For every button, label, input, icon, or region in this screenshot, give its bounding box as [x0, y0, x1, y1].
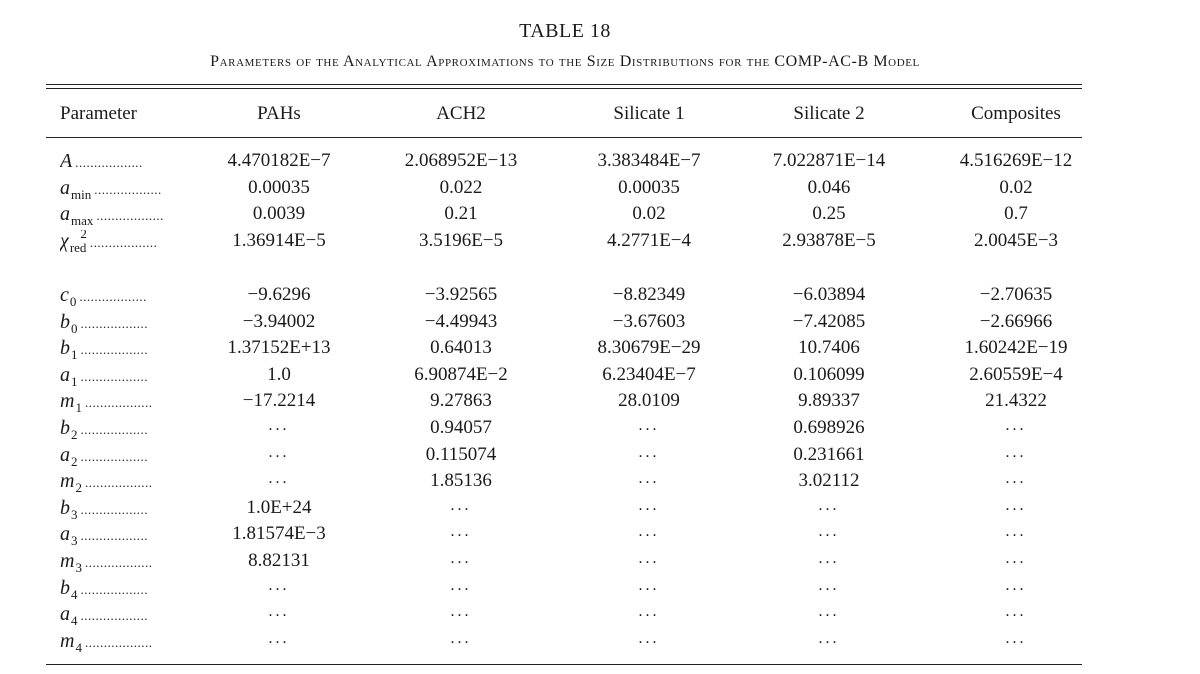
parameter-symbol: b — [60, 337, 70, 360]
parameter-symbol: A — [60, 150, 73, 172]
cell-silicate-2: ... — [818, 603, 840, 621]
parameter-label — [60, 497, 210, 520]
cell-composites: −2.70635 — [979, 284, 1053, 305]
leader-dots: .................. — [80, 528, 148, 544]
cell-composites: ... — [1005, 443, 1027, 461]
cell-composites: ... — [1005, 550, 1027, 567]
cell-silicate-1: 4.2771E−4 — [606, 230, 692, 252]
parameter-subscript: 1 — [71, 373, 78, 387]
header-row — [46, 103, 1082, 129]
cell-pahs: −17.2214 — [242, 390, 316, 412]
cell-pahs: 1.37152E+13 — [227, 337, 331, 359]
table-row — [46, 203, 1082, 229]
cell-composites: ... — [1005, 576, 1027, 594]
cell-silicate-2: ... — [818, 496, 840, 514]
parameter-symbol: b — [60, 417, 70, 439]
cell-pahs: 1.0 — [267, 363, 291, 385]
cell-composites: ... — [1005, 417, 1027, 434]
cell-ach2: 0.64013 — [430, 337, 492, 359]
header-rule — [46, 137, 1082, 138]
table-row — [46, 311, 1082, 337]
cell-pahs: ... — [268, 603, 290, 621]
cell-pahs: ... — [268, 576, 290, 594]
parameter-label — [60, 150, 210, 173]
parameter-superscript: 2 — [80, 230, 87, 242]
parameter-symbol: χ — [60, 230, 69, 253]
parameter-symbol: m — [60, 390, 75, 413]
cell-ach2: 6.90874E−2 — [414, 363, 508, 385]
parameter-symbol: a — [60, 523, 70, 546]
cell-composites: 0.7 — [1004, 203, 1028, 225]
table-row — [46, 177, 1082, 203]
top-rule-double — [46, 88, 1082, 89]
parameter-label — [60, 284, 210, 307]
parameter-symbol: a — [60, 603, 70, 626]
cell-silicate-1: ... — [638, 470, 660, 488]
leader-dots: .................. — [94, 181, 162, 197]
parameter-label — [60, 603, 210, 626]
cell-silicate-1: ... — [638, 629, 660, 647]
cell-pahs: 1.81574E−3 — [232, 523, 326, 545]
cell-ach2: ... — [450, 603, 472, 621]
cell-ach2: 3.5196E−5 — [418, 230, 504, 252]
cell-composites: 2.60559E−4 — [969, 363, 1063, 385]
leader-dots: .................. — [84, 634, 153, 650]
cell-composites: −2.66966 — [979, 310, 1053, 332]
cell-composites: 21.4322 — [985, 390, 1047, 412]
parameter-label — [60, 577, 210, 600]
cell-ach2: 0.94057 — [430, 417, 492, 438]
leader-dots: .................. — [84, 555, 153, 570]
cell-silicate-2: 10.7406 — [798, 337, 860, 359]
leader-dots: .................. — [79, 289, 147, 304]
table-caption: Parameters of the Analytical Approximations to the Size Distributions for the COMP-AC-B Model — [210, 53, 920, 70]
cell-pahs: 0.0039 — [252, 203, 306, 225]
parameter-label — [60, 470, 210, 493]
cell-silicate-1: 0.02 — [632, 203, 666, 225]
leader-dots: .................. — [80, 501, 148, 517]
cell-silicate-2: −7.42085 — [792, 310, 866, 332]
parameter-symbol: m — [60, 550, 75, 572]
cell-ach2: 0.115074 — [425, 443, 497, 465]
parameter-symbol: b — [60, 576, 70, 599]
leader-dots: .................. — [75, 155, 143, 170]
parameter-symbol: a — [60, 176, 70, 199]
header-silicate-2: Silicate 2 — [793, 103, 865, 124]
parameter-symbol: c — [60, 284, 69, 306]
parameter-subscript: 0 — [71, 320, 78, 334]
cell-silicate-1: ... — [638, 550, 660, 567]
parameter-subscript: max — [71, 213, 94, 227]
cell-silicate-2: 0.25 — [812, 203, 846, 225]
cell-silicate-2: ... — [818, 576, 840, 594]
cell-ach2: 9.27863 — [430, 390, 492, 412]
cell-silicate-1: 0.00035 — [618, 176, 680, 198]
parameter-subscript: 3 — [75, 560, 82, 573]
table-row — [46, 603, 1082, 629]
leader-dots: .................. — [80, 422, 148, 437]
cell-silicate-1: ... — [638, 603, 660, 621]
parameter-subscript: 1 — [71, 347, 78, 361]
cell-silicate-1: ... — [638, 496, 660, 514]
cell-silicate-1: ... — [638, 576, 660, 594]
parameter-symbol: a — [60, 443, 70, 466]
parameter-label — [60, 417, 210, 440]
cell-composites: 2.0045E−3 — [973, 230, 1059, 252]
cell-silicate-1: ... — [638, 523, 660, 541]
parameter-label — [60, 550, 210, 573]
table-row — [46, 630, 1082, 656]
table-number: TABLE 18 — [519, 20, 611, 42]
parameter-label — [60, 230, 210, 253]
cell-pahs: 4.470182E−7 — [227, 150, 331, 171]
header-composites: Composites — [971, 103, 1061, 124]
table-row — [46, 390, 1082, 416]
cell-composites: ... — [1005, 523, 1027, 541]
cell-silicate-2: 0.046 — [807, 176, 851, 198]
parameter-label — [60, 364, 210, 387]
header-ach2: ACH2 — [436, 103, 486, 124]
cell-ach2: 2.068952E−13 — [404, 150, 518, 171]
parameter-subscript: min — [71, 186, 92, 200]
cell-silicate-1: ... — [638, 443, 660, 461]
parameter-symbol: m — [60, 470, 75, 493]
parameter-subscript: red — [69, 240, 87, 254]
cell-composites: ... — [1005, 470, 1027, 488]
cell-ach2: ... — [450, 523, 472, 541]
top-rule — [46, 84, 1082, 85]
parameter-subscript: 2 — [75, 480, 82, 494]
parameter-subscript: 4 — [75, 639, 82, 653]
cell-composites: ... — [1005, 496, 1027, 514]
table-row — [46, 444, 1082, 470]
cell-silicate-2: 2.93878E−5 — [782, 230, 876, 252]
cell-ach2: 0.022 — [439, 176, 483, 198]
leader-dots: .................. — [96, 208, 164, 224]
cell-pahs: 8.82131 — [248, 550, 310, 571]
parameter-label — [60, 390, 210, 413]
table-row — [46, 230, 1082, 256]
table-row — [46, 523, 1082, 549]
table-row — [46, 284, 1082, 310]
parameter-subscript: 4 — [71, 613, 78, 627]
leader-dots: .................. — [80, 448, 148, 464]
cell-silicate-2: 7.022871E−14 — [772, 150, 886, 171]
parameter-symbol: b — [60, 496, 70, 519]
header-parameter: Parameter — [60, 103, 138, 124]
cell-ach2: 0.21 — [444, 203, 478, 225]
cell-pahs: −3.94002 — [242, 310, 316, 332]
header-pahs: PAHs — [257, 103, 301, 124]
cell-ach2: ... — [450, 576, 472, 594]
parameter-subscript: 2 — [71, 427, 78, 440]
parameter-subscript: 1 — [75, 400, 82, 414]
parameter-label — [60, 523, 210, 546]
parameter-subscript: 2 — [71, 453, 78, 467]
leader-dots: .................. — [80, 608, 148, 624]
cell-pahs: −9.6296 — [247, 284, 311, 305]
cell-pahs: ... — [268, 417, 290, 434]
parameter-label — [60, 311, 210, 334]
cell-composites: ... — [1005, 629, 1027, 647]
table-row — [46, 577, 1082, 603]
cell-composites: 1.60242E−19 — [964, 337, 1068, 359]
cell-silicate-2: ... — [818, 523, 840, 541]
cell-ach2: 1.85136 — [430, 470, 492, 492]
parameter-subscript: 3 — [71, 506, 78, 520]
bottom-rule — [46, 664, 1082, 665]
leader-dots: .................. — [89, 235, 158, 251]
cell-ach2: ... — [450, 550, 472, 567]
leader-dots: .................. — [80, 368, 148, 384]
cell-ach2: −4.49943 — [424, 310, 498, 332]
parameter-label — [60, 337, 210, 360]
cell-pahs: 1.0E+24 — [246, 496, 312, 518]
parameter-label — [60, 630, 210, 653]
cell-ach2: ... — [450, 629, 472, 647]
cell-silicate-2: 9.89337 — [798, 390, 860, 412]
cell-silicate-2: −6.03894 — [792, 284, 866, 305]
parameter-subscript: 0 — [69, 294, 77, 307]
cell-pahs: ... — [268, 443, 290, 461]
cell-silicate-2: 0.106099 — [793, 363, 865, 385]
cell-silicate-1: 28.0109 — [618, 390, 680, 412]
cell-composites: 0.02 — [999, 176, 1033, 198]
header-silicate-1: Silicate 1 — [613, 103, 685, 124]
parameter-subscript: 4 — [71, 586, 78, 600]
parameter-subscript: 3 — [71, 533, 78, 547]
cell-pahs: ... — [268, 470, 290, 488]
cell-silicate-1: 6.23404E−7 — [602, 363, 696, 385]
cell-composites: 4.516269E−12 — [959, 150, 1073, 171]
parameter-symbol: b — [60, 310, 70, 333]
cell-silicate-2: 0.698926 — [793, 417, 865, 438]
cell-silicate-1: ... — [638, 417, 660, 434]
leader-dots: .................. — [80, 342, 148, 358]
table-row — [46, 150, 1082, 176]
cell-silicate-2: ... — [818, 629, 840, 647]
cell-ach2: ... — [450, 496, 472, 514]
cell-silicate-1: 3.383484E−7 — [597, 150, 701, 171]
table-row — [46, 337, 1082, 363]
cell-pahs: ... — [268, 629, 290, 647]
cell-ach2: −3.92565 — [424, 284, 498, 305]
cell-composites: ... — [1005, 603, 1027, 621]
parameter-symbol: m — [60, 629, 75, 652]
cell-silicate-2: 3.02112 — [798, 470, 860, 492]
cell-silicate-1: 8.30679E−29 — [597, 337, 701, 359]
cell-silicate-1: −3.67603 — [612, 310, 686, 332]
table-row — [46, 550, 1082, 576]
cell-silicate-1: −8.82349 — [612, 284, 686, 305]
table-row — [46, 417, 1082, 443]
table-row — [46, 497, 1082, 523]
leader-dots: .................. — [80, 581, 148, 597]
table-row — [46, 364, 1082, 390]
cell-pahs: 1.36914E−5 — [232, 230, 326, 252]
cell-silicate-2: ... — [818, 550, 840, 567]
parameter-symbol: a — [60, 203, 70, 226]
leader-dots: .................. — [84, 475, 153, 491]
cell-silicate-2: 0.231661 — [793, 443, 865, 465]
cell-pahs: 0.00035 — [248, 176, 310, 198]
leader-dots: .................. — [80, 315, 148, 331]
leader-dots: .................. — [84, 395, 153, 411]
parameter-label — [60, 177, 210, 200]
parameter-symbol: a — [60, 363, 70, 386]
parameter-label — [60, 444, 210, 467]
table-row — [46, 470, 1082, 496]
parameter-label — [60, 203, 210, 226]
